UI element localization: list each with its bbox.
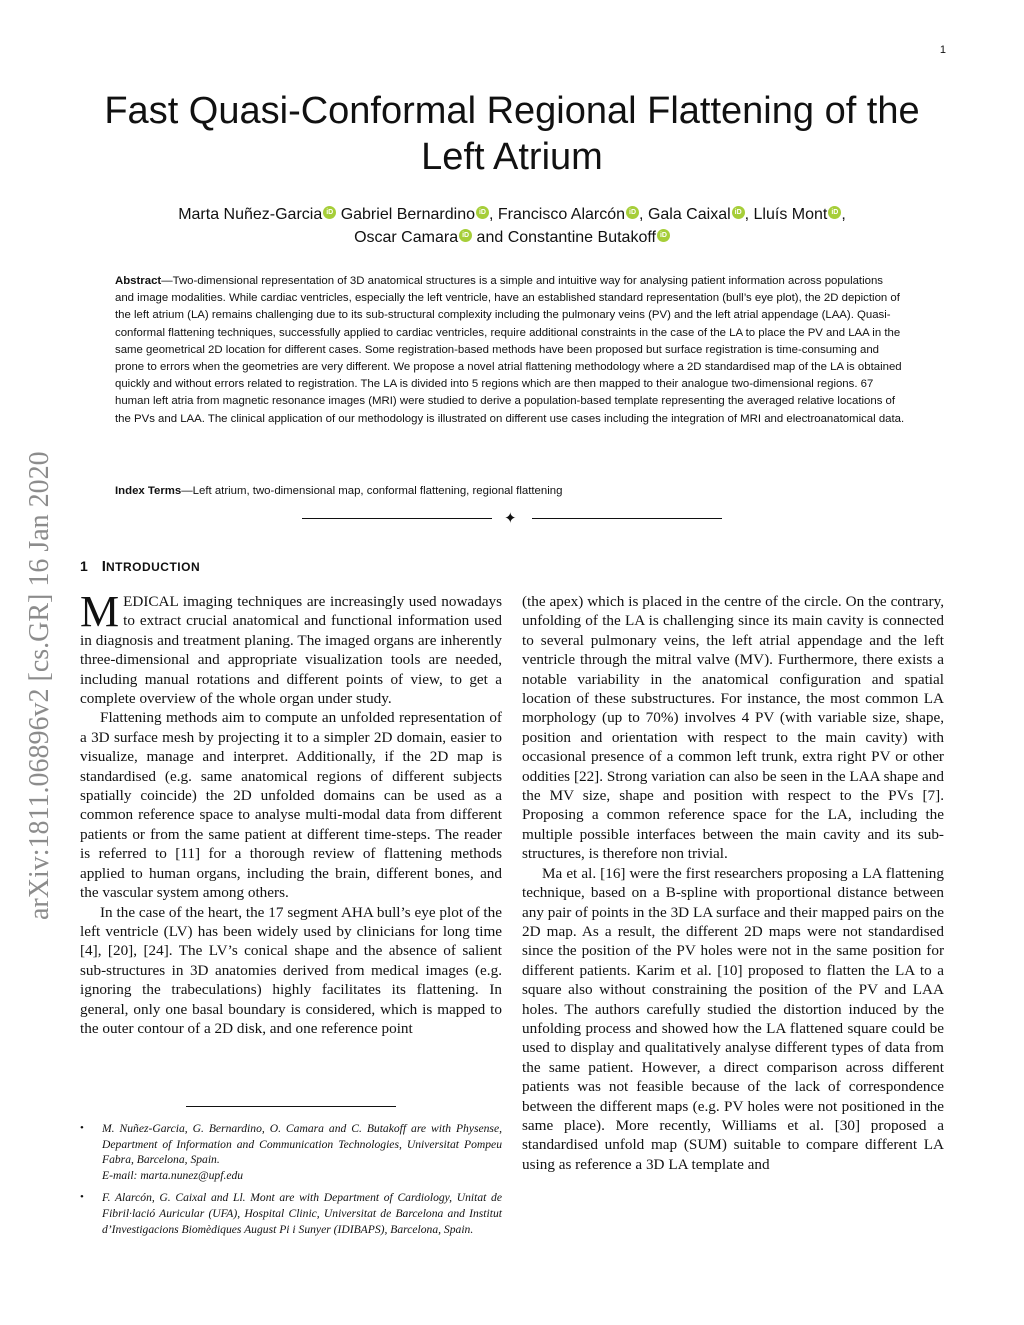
author-name: Lluís Mont xyxy=(753,206,828,223)
divider-line xyxy=(302,518,492,519)
abstract-label: Abstract xyxy=(115,275,162,287)
section-number: 1 xyxy=(80,558,88,574)
footnote xyxy=(80,1121,502,1183)
abstract xyxy=(115,273,905,428)
orcid-icon[interactable]: iD xyxy=(323,206,336,219)
author xyxy=(178,206,341,223)
drop-cap: M xyxy=(80,587,120,636)
footnote xyxy=(80,1190,502,1237)
bullet-icon: • xyxy=(80,1191,84,1204)
author-name: Constantine Butakoff xyxy=(507,229,656,246)
right-column xyxy=(522,592,944,1174)
author: Gala Caixal iD , xyxy=(647,206,754,223)
index-terms xyxy=(115,483,905,500)
page-number: 1 xyxy=(939,44,946,56)
paper-title: Fast Quasi-Conformal Regional Flattening of the Left Atrium xyxy=(104,90,920,178)
footnote-rule xyxy=(186,1106,396,1107)
author-name: Gabriel Bernardino xyxy=(340,206,475,223)
orcid-icon[interactable]: iD xyxy=(626,206,639,219)
author-name: Marta Nuñez-Garcia xyxy=(178,206,323,223)
bullet-icon: • xyxy=(80,1122,84,1134)
divider-star-icon: ✦ xyxy=(504,511,517,527)
section-heading: 1 INTRODUCTION xyxy=(80,558,201,575)
author-name: Gala Caixal xyxy=(647,206,731,223)
footnote-text: M. Nuñez-Garcia, G. Bernardino, O. Camara and C. Butakoff are with Physense, Department of Information and Communication Technologies, Universitat Pompeu Fabra, Barcelona, Spain. E-mail: marta.nunez@upf.edu xyxy=(102,1122,502,1182)
index-terms-text: —Left atrium, two-dimensional map, conformal flattening, regional flattening xyxy=(181,485,563,497)
footnote-text: F. Alarcón, G. Caixal and Ll. Mont are with Department of Cardiology, Unitat de Fibril·lació Auricular (UFA), Hospital Clinic, Universitat de Barcelona and Institut d’Investigacions Biomèdiques August Pi i Sunyer (IDIBAPS), Barcelona, Spain. xyxy=(102,1191,502,1236)
author xyxy=(508,229,670,246)
author: Oscar Camara iD and xyxy=(354,229,508,246)
orcid-icon[interactable]: iD xyxy=(732,206,745,219)
author-name: Francisco Alarcón xyxy=(497,206,626,223)
author: Lluís Mont iD , xyxy=(753,206,846,223)
section-divider xyxy=(302,510,722,526)
footnotes xyxy=(80,1121,502,1244)
index-terms-label: Index Terms xyxy=(115,485,182,497)
orcid-icon[interactable]: iD xyxy=(657,229,670,242)
arxiv-sidebar-stamp: arXiv:1811.06896v2 [cs.GR] 16 Jan 2020 xyxy=(24,451,55,920)
body-paragraph: In the case of the heart, the 17 segment AHA bull’s eye plot of the left ventricle (LV) has been widely used by clinicians for long time [4], [20], [24]. The LV’s conical shape and the absence of salient sub-structures in 3D anatomies derived from medical images (e.g. ignoring the trabeculations) highly facilitates its flattening. In general, only one basal boundary is considered, which is mapped to the outer contour of a 2D disk, and one reference point xyxy=(80,903,502,1037)
author: Francisco Alarcón iD , xyxy=(497,206,648,223)
author-name: Oscar Camara xyxy=(354,229,459,246)
author-list xyxy=(100,203,924,249)
body-paragraph: Ma et al. [16] were the first researchers proposing a LA flattening technique, based on a B-spline with proportional distance between any pair of points in the 3D LA surface and their mapped pairs on the 2D map. As a result, the different 2D maps were not standardised since the position of the PV holes were not in the same position for different patients. Karim et al. [10] proposed to flatten the LA to a square also without constraining the position of the PV and LAA holes. The authors carefully studied the distortion induced by the unfolding process and showed how the LA flattened square could be used to display and qualitatively analyse different types of data from the same patient. However, a direct comparison across different patients was not feasible because of the lack of correspondence between the different maps (e.g. PV holes were not positioned in the same place). More recently, Williams et al. [30] proposed a standardised unfold map (SUM) suitable to compare different LA using as reference a 3D LA template and xyxy=(522,864,944,1173)
abstract-text: —Two-dimensional representation of 3D anatomical structures is a simple and intuitive way for analysing patient information across populations and image modalities. While cardiac ventricles, especially the left ventricle, have an established standard representation (bull’s eye plot), the 2D depiction of the left atrium (LA) remains challenging due to its sub-structural complexity including the pulmonary veins (PV) and the left atrial appendage (LAA). Quasi-conformal flattening techniques, successfully applied to cardiac ventricles, require additional constraints in the case of the LA to place the PV and LAA in the same geometrical 2D location for different cases. Some registration-based methods have been proposed but surface registration is time-consuming and prone to errors when the geometries are very different. We propose a novel atrial flattening methodology where a 2D standardised map of the LA is obtained quickly and without errors related to registration. The LA is divided into 5 regions which are then mapped to their analogue two-dimensional regions. 67 human left atria from magnetic resonance images (MRI) were studied to derive a population-based template representing the averaged relative locations of the PVs and LAA. The clinical application of our methodology is illustrated on different use cases including the integration of MRI and electroanatomical data. xyxy=(115,275,905,425)
smallcaps-word: EDICAL xyxy=(123,593,179,610)
author: Gabriel Bernardino iD , xyxy=(340,206,498,223)
left-column xyxy=(80,587,502,1038)
body-paragraph: Flattening methods aim to compute an unfolded representation of a 3D surface mesh by projecting it to a simpler 2D domain, easier to visualize, manage and interpret. Additionally, if the 2D map is standardised (e.g. same anatomical regions of different subjects spatially coincide) the 2D unfolded domains can be used as a common reference space to analyse multi-modal data from different patients or from the same patient at different time-steps. The reader is referred to [11] for a thorough review of flattening methods applied to human organs, including the brain, different bones, and the vascular system among others. xyxy=(80,709,502,902)
body-paragraph: (the apex) which is placed in the centre of the circle. On the contrary, unfolding of the LA is challenging since its main cavity is connected to several pulmonary veins, the left atrial appendage and the left ventricle through the mitral valve (MV). Furthermore, there exists a notable variability in the anatomical configuration and spatial location of these substructures. For instance, the most common LA morphology (up to 70%) involves 4 PV (with variable size, shape, position and orientation with respect to the main cavity) with occasional presence of a common left trunk, extra right PV or other oddities [22]. Strong variation can also be seen in the LAA shape and the MV size, shape and position with respect to the PVs [7]. Proposing a common reference space for the LA, including the multiple possible interfaces between the main cavity and its sub-structures, is therefore non trivial. xyxy=(522,593,944,863)
orcid-icon[interactable]: iD xyxy=(828,206,841,219)
orcid-icon[interactable]: iD xyxy=(476,206,489,219)
orcid-icon[interactable]: iD xyxy=(459,229,472,242)
intro-paragraph: MEDICAL imaging techniques are increasingly used nowadays to extract crucial anatomical and functional information used in diagnosis and treatment planing. The imaged organs are inherently three-dimensional and appropriate visualization tools are needed, including manual rotations and different points of view, to get a complete overview of the whole organ under study. xyxy=(80,587,502,708)
divider-line xyxy=(532,518,722,519)
